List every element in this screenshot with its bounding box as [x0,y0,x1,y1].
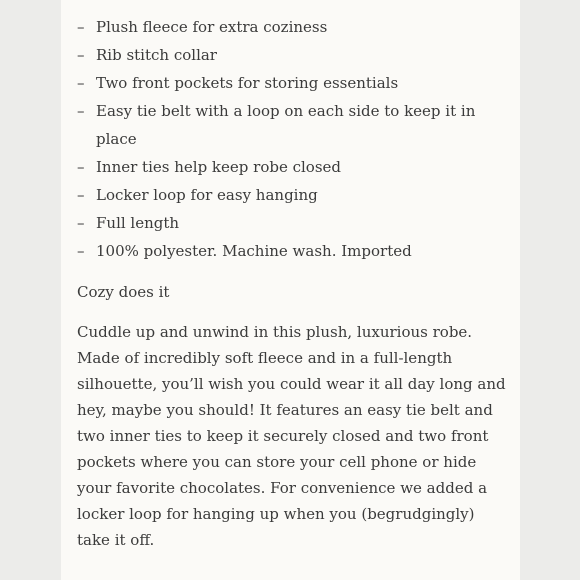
dash-bullet-icon: – [77,242,85,260]
feature-item [77,97,507,153]
section-heading: Cozy does it [77,283,170,301]
feature-text: Easy tie belt with a loop on each side to keep it in place [96,102,476,148]
dash-bullet-icon: – [77,102,85,120]
feature-list [77,13,507,265]
dash-bullet-icon: – [77,214,85,232]
feature-text: Plush fleece for extra coziness [96,18,328,36]
dash-bullet-icon: – [77,18,85,36]
feature-item [77,41,507,69]
dash-bullet-icon: – [77,158,85,176]
feature-item [77,153,507,181]
feature-item [77,69,507,97]
feature-text: Full length [96,214,180,232]
feature-text: Locker loop for easy hanging [96,186,318,204]
dash-bullet-icon: – [77,46,85,64]
dash-bullet-icon: – [77,186,85,204]
feature-text: Inner ties help keep robe closed [96,158,342,176]
dash-bullet-icon: – [77,74,85,92]
feature-text: Two front pockets for storing essentials [96,74,399,92]
feature-item [77,237,507,265]
feature-item [77,13,507,41]
product-details-card [61,0,520,580]
product-description: Cuddle up and unwind in this plush, luxurious robe. Made of incredibly soft fleece and in a full-length silhouette, you’ll wish you could wear it all day long and hey, maybe you should! It features an easy tie belt and two inner ties to keep it securely closed and two front pockets where you can store your cell phone or hide your favorite chocolates. For convenience we added a locker loop for hanging up when you (begrudgingly) take it off. [77,323,506,549]
feature-text: 100% polyester. Machine wash. Imported [96,242,412,260]
feature-item [77,181,507,209]
feature-item [77,209,507,237]
feature-text: Rib stitch collar [96,46,217,64]
